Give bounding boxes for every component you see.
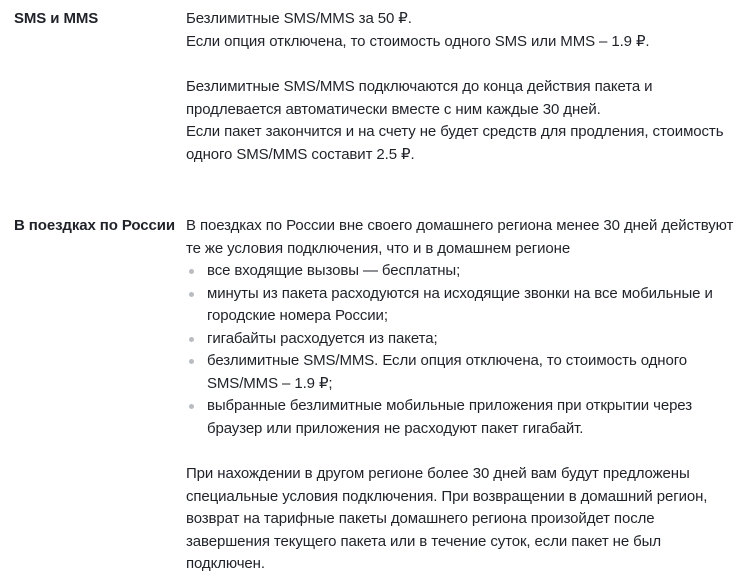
text-line: Если пакет закончится и на счету не будет средств для продления, стоимость одного SMS/MMS составит 2.5 ₽. xyxy=(186,123,724,163)
section-content-sms-mms xyxy=(186,8,739,166)
list-item-text: все входящие вызовы — бесплатны; xyxy=(207,262,461,279)
section-label-travel-russia: В поездках по России xyxy=(14,217,176,234)
travel-conditions-list xyxy=(186,260,739,440)
list-item-text: выбранные безлимитные мобильные приложения при открытии через браузер или приложения не расходуют пакет гигабайт. xyxy=(207,397,692,437)
paragraph-travel-intro: В поездках по России вне своего домашнего региона менее 30 дней действуют те же условия подключения, что и в домашнем регионе xyxy=(186,217,734,257)
section-label-sms-mms: SMS и MMS xyxy=(14,10,99,27)
text-line: Безлимитные SMS/MMS за 50 ₽. xyxy=(186,10,412,27)
paragraph-sms-price xyxy=(186,8,739,53)
paragraph-travel-outro: При нахождении в другом регионе более 30 дней вам будут предложены специальные условия подключения. При возвращении в домашний регион, возврат на тарифные пакеты домашнего региона произойдет после завершения текущего пакета или в течение суток, если пакет не был подключен. xyxy=(186,465,708,572)
list-item xyxy=(186,260,739,283)
section-travel-russia xyxy=(14,215,735,576)
text-line: Если опция отключена, то стоимость одного SMS или MMS – 1.9 ₽. xyxy=(186,32,650,50)
list-item xyxy=(186,328,739,351)
paragraph-sms-renewal xyxy=(186,76,739,166)
text-line: Безлимитные SMS/MMS подключаются до конца действия пакета и продлевается автоматически вместе с ним каждые 30 дней. xyxy=(186,78,653,118)
section-sms-mms xyxy=(14,8,735,166)
list-item-text: гигабайты расходуется из пакета; xyxy=(207,329,438,347)
list-item xyxy=(186,395,739,440)
list-item-text: безлимитные SMS/MMS. Если опция отключена, то стоимость одного SMS/MMS – 1.9 ₽; xyxy=(207,352,687,392)
list-item xyxy=(186,350,739,395)
section-content-travel-russia xyxy=(186,215,739,576)
bullet-dot-icon xyxy=(189,269,194,274)
bullet-dot-icon xyxy=(189,337,194,342)
bullet-dot-icon xyxy=(189,292,194,297)
list-item xyxy=(186,283,739,328)
list-item-text: минуты из пакета расходуются на исходящие звонки на все мобильные и городские номера России; xyxy=(207,284,713,324)
bullet-dot-icon xyxy=(189,359,194,364)
bullet-dot-icon xyxy=(189,404,194,409)
